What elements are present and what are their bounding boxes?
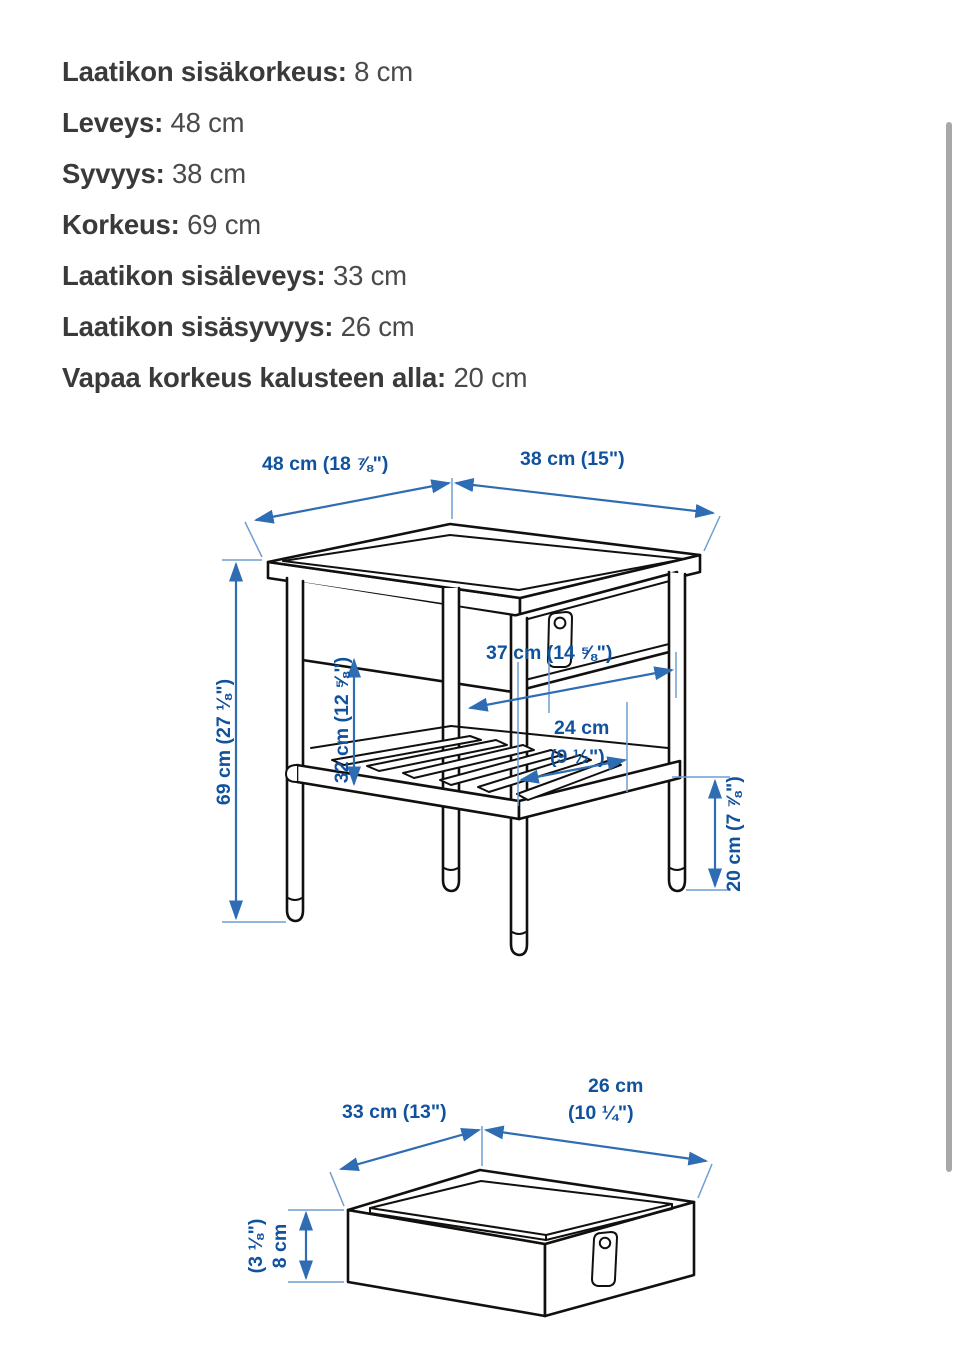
- drawer-illustration: [348, 1170, 694, 1316]
- spec-row: [62, 46, 882, 97]
- spec-row: [62, 199, 882, 250]
- dimension-label-drawer-height-line1: 8 cm: [269, 1223, 291, 1269]
- dimension-label-shelf-width: 37 cm (14 ⅝"): [486, 642, 613, 664]
- spec-row: [62, 301, 882, 352]
- dimension-height-69cm: [213, 560, 286, 922]
- dimension-label-width: 48 cm (18 ⅞"): [262, 453, 389, 475]
- spec-value: 33 cm: [332, 260, 407, 291]
- spec-label: Korkeus:: [62, 209, 180, 240]
- spec-label: Laatikon sisäleveys:: [62, 260, 326, 291]
- product-technical-drawing: [0, 420, 930, 1340]
- dimension-label-depth: 38 cm (15"): [520, 448, 625, 470]
- dimension-label-height: 69 cm (27 ⅛"): [213, 678, 235, 806]
- spec-row: [62, 250, 882, 301]
- dimension-label-drawer-width: 33 cm (13"): [342, 1101, 447, 1123]
- spec-value: 8 cm: [354, 56, 413, 87]
- spec-value: 38 cm: [172, 158, 246, 189]
- scrollbar-thumb[interactable]: [946, 122, 952, 1172]
- dimension-label-shelf-depth-line2: (9 ½"): [550, 746, 605, 768]
- spec-row: [62, 352, 882, 403]
- dimension-label-drawer-depth-line1: 26 cm: [588, 1075, 644, 1097]
- spec-row: [62, 97, 882, 148]
- dimension-label-shelf-depth-line1: 24 cm: [554, 717, 610, 739]
- dimension-label-drawer-height-line2: (3 ⅛"): [245, 1218, 267, 1274]
- drawer-pull-handle-icon: [592, 1232, 617, 1286]
- dimension-label-shelf-height: 32 cm (12 ⅝"): [331, 656, 353, 784]
- dimension-label-clearance: 20 cm (7 ⅞"): [723, 776, 745, 892]
- spec-value: 20 cm: [453, 362, 528, 393]
- dimension-label-drawer-depth-line2: (10 ¼"): [568, 1102, 634, 1124]
- product-dimensions-list: [62, 46, 882, 403]
- spec-label: Vapaa korkeus kalusteen alla:: [62, 362, 446, 393]
- spec-label: Laatikon sisäkorkeus:: [62, 56, 347, 87]
- spec-label: Leveys:: [62, 107, 164, 138]
- spec-label: Syvyys:: [62, 158, 165, 189]
- spec-label: Laatikon sisäsyvyys:: [62, 311, 334, 342]
- spec-row: [62, 148, 882, 199]
- dimension-drawer-height-8cm: [245, 1210, 344, 1282]
- spec-value: 48 cm: [170, 107, 245, 138]
- vertical-scrollbar[interactable]: [946, 122, 952, 1172]
- spec-value: 69 cm: [187, 209, 261, 240]
- spec-value: 26 cm: [340, 311, 415, 342]
- dimension-shelf-height-32cm: [331, 657, 354, 784]
